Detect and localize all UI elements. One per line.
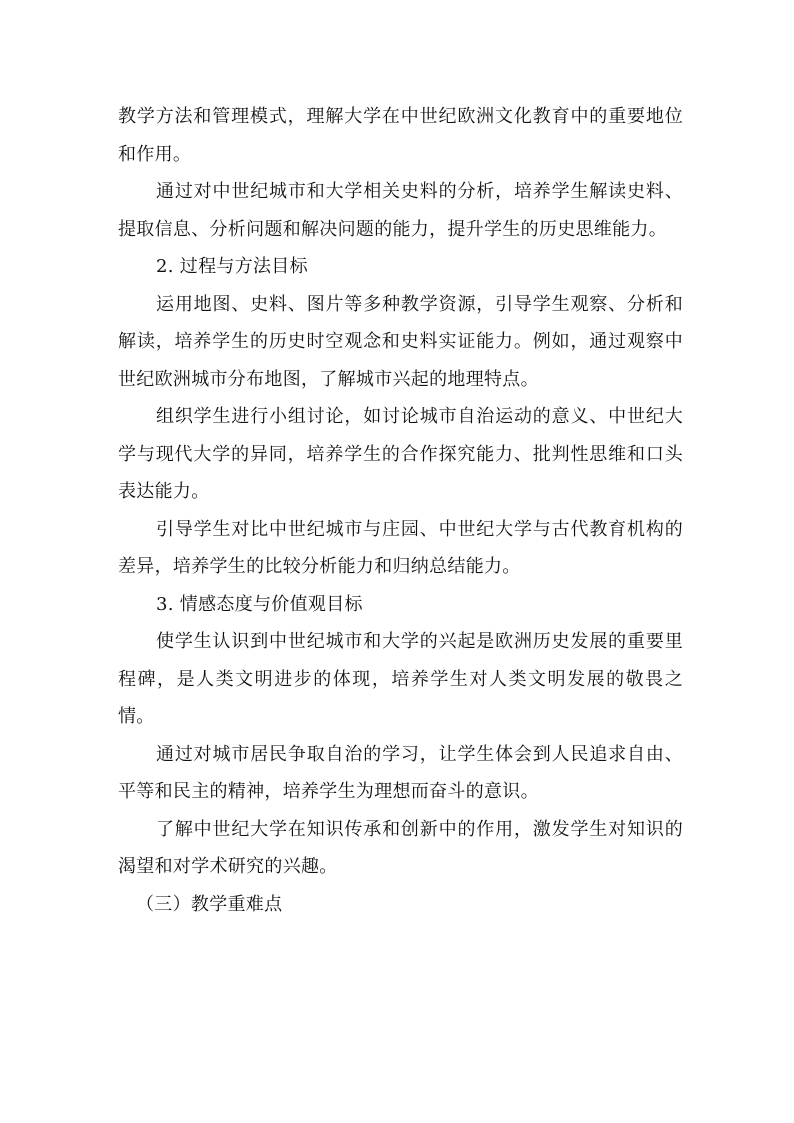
paragraph-city-autonomy: 通过对城市居民争取自治的学习，让学生体会到人民追求自由、平等和民主的精神，培养学生为理想而奋斗的意识。 [118,743,683,802]
paragraph-civilization-milestone: 使学生认识到中世纪城市和大学的兴起是欧洲历史发展的重要里程碑，是人类文明进步的体现，培养学生对人类文明发展的敬畏之情。 [118,631,683,727]
paragraph-comparison: 引导学生对比中世纪城市与庄园、中世纪大学与古代教育机构的差异，培养学生的比较分析能力和归纳总结能力。 [118,518,683,577]
paragraph-continuation: 教学方法和管理模式，理解大学在中世纪欧洲文化教育中的重要地位和作用。 [118,106,683,165]
heading-emotion-values-goals: 3. 情感态度与价值观目标 [156,593,363,615]
heading-teaching-key-points: （三）教学重难点 [136,893,283,915]
heading-process-method-goals: 2. 过程与方法目标 [156,256,308,277]
paragraph-historical-analysis: 通过对中世纪城市和大学相关史料的分析，培养学生解读史料、提取信息、分析问题和解决问题的能力，提升学生的历史思维能力。 [118,181,683,240]
paragraph-teaching-resources: 运用地图、史料、图片等多种教学资源，引导学生观察、分析和解读，培养学生的历史时空观念和史料实证能力。例如，通过观察中世纪欧洲城市分布地图，了解城市兴起的地理特点。 [118,293,683,390]
paragraph-group-discussion: 组织学生进行小组讨论，如讨论城市自治运动的意义、中世纪大学与现代大学的异同，培养学生的合作探究能力、批判性思维和口头表达能力。 [118,406,683,502]
paragraph-university-knowledge: 了解中世纪大学在知识传承和创新中的作用，激发学生对知识的渴望和对学术研究的兴趣。 [118,818,683,877]
document-body [118,98,683,923]
